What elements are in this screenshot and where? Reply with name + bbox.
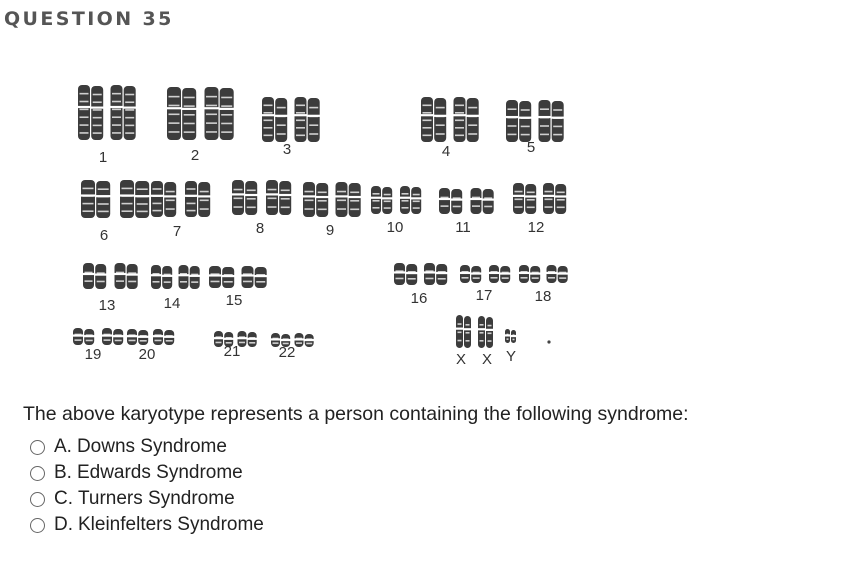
chromosome-17-b — [489, 265, 500, 283]
option-a-letter: A. — [54, 436, 72, 457]
chromosome-10-b — [400, 186, 411, 214]
chromosome-label-14: 14 — [163, 295, 181, 312]
chromosome-2-b — [204, 87, 219, 140]
chromosome-20-a — [127, 329, 138, 345]
chromosome-10-a2 — [382, 187, 393, 214]
chromosome-7-a2 — [164, 182, 177, 217]
option-d-text: Kleinfelters Syndrome — [78, 514, 264, 535]
option-c-letter: C. — [54, 488, 73, 509]
chromosome-20-a2 — [138, 330, 149, 345]
chromosome-8-a — [232, 180, 245, 215]
chromosome-1-b — [110, 85, 123, 140]
chromosome-1-b2 — [123, 86, 136, 140]
chromosome-21-a — [214, 331, 224, 347]
chromosome-17-a — [460, 265, 471, 283]
chromosome-2-a2 — [182, 88, 197, 140]
chromosome-y-b — [511, 330, 517, 343]
chromosome-label-11: 11 — [455, 219, 471, 236]
chromosome-18-b — [546, 265, 557, 283]
chromosome-4-b2 — [466, 98, 479, 142]
stray-mark — [547, 340, 550, 343]
chromosome-x2-b — [486, 317, 494, 348]
chromosome-9-b — [335, 182, 348, 217]
chromosome-label-5: 5 — [526, 139, 536, 156]
chromosome-label-17: 17 — [475, 287, 493, 304]
chromosome-x1-b — [464, 316, 472, 348]
chromosome-label-7: 7 — [172, 223, 182, 240]
chromosome-label-16: 16 — [410, 290, 428, 307]
chromosome-14-a2 — [162, 266, 173, 289]
question-header: QUESTION 35 — [4, 8, 174, 30]
chromosome-label-3: 3 — [282, 141, 292, 158]
chromosome-16-a2 — [406, 264, 418, 285]
chromosome-5-a — [506, 100, 519, 142]
option-b-letter: B. — [54, 462, 72, 483]
chromosome-label-22: 22 — [278, 344, 296, 361]
chromosome-12-b — [543, 183, 555, 214]
chromosome-15-b — [241, 266, 254, 288]
option-a-radio[interactable] — [30, 440, 45, 455]
chromosome-6-a2 — [96, 181, 111, 218]
chromosome-label-19: 19 — [84, 346, 102, 363]
option-a[interactable] — [30, 434, 264, 460]
chromosome-1-a2 — [91, 86, 104, 140]
option-a-text: Downs Syndrome — [76, 436, 227, 457]
chromosome-20-b — [153, 329, 164, 345]
chromosome-18-b2 — [557, 266, 568, 283]
chromosome-x1-a — [456, 315, 464, 348]
chromosome-4-a2 — [434, 98, 447, 142]
chromosome-label-20: 20 — [138, 346, 156, 363]
chromosome-5-a2 — [519, 101, 532, 142]
chromosome-4-a — [421, 97, 434, 142]
chromosome-16-b2 — [436, 264, 448, 285]
chromosome-group — [73, 85, 569, 348]
chromosome-1-a — [78, 85, 91, 140]
chromosome-9-a2 — [316, 183, 329, 217]
chromosome-label-y: Y — [505, 348, 517, 365]
chromosome-11-a2 — [451, 189, 463, 214]
chromosome-2-b2 — [219, 88, 234, 140]
option-c-radio[interactable] — [30, 492, 45, 507]
chromosome-14-b — [178, 265, 189, 289]
chromosome-15-a2 — [222, 267, 235, 288]
chromosome-13-a2 — [95, 264, 107, 289]
chromosome-15-b2 — [254, 267, 267, 288]
chromosome-9-a — [303, 182, 316, 217]
chromosome-5-b2 — [551, 101, 564, 142]
chromosome-label-x1: X — [455, 351, 467, 368]
chromosome-label-18: 18 — [534, 288, 552, 305]
option-b-radio[interactable] — [30, 466, 45, 481]
chromosome-17-a2 — [471, 266, 482, 283]
option-c-text: Turners Syndrome — [78, 488, 235, 509]
chromosome-22-b — [294, 333, 304, 347]
chromosome-10-a — [371, 186, 382, 214]
chromosome-18-a — [519, 265, 530, 283]
answer-options — [30, 434, 264, 538]
chromosome-8-a2 — [245, 181, 258, 215]
chromosome-14-a — [151, 265, 162, 289]
chromosome-label-12: 12 — [527, 219, 545, 236]
chromosome-12-a2 — [525, 184, 537, 214]
chromosome-17-b2 — [500, 266, 511, 283]
chromosome-3-a — [262, 97, 275, 142]
chromosome-22-b2 — [304, 334, 314, 347]
chromosome-3-b2 — [307, 98, 320, 142]
chromosome-14-b2 — [189, 266, 200, 289]
chromosome-7-a — [151, 181, 164, 217]
chromosome-19-b2 — [113, 329, 124, 345]
chromosome-19-a2 — [84, 329, 95, 345]
chromosome-2-a — [167, 87, 182, 140]
chromosome-label-13: 13 — [98, 297, 116, 314]
chromosome-19-b — [102, 328, 113, 345]
chromosome-5-b — [538, 100, 551, 142]
question-prompt: The above karyotype represents a person containing the following syndrome: — [23, 403, 689, 425]
chromosome-12-a — [513, 183, 525, 214]
chromosome-13-b2 — [126, 264, 138, 289]
chromosome-19-a — [73, 328, 84, 345]
chromosome-8-b — [266, 180, 279, 215]
chromosome-13-b — [114, 263, 126, 289]
chromosome-21-b2 — [247, 332, 257, 347]
option-d-radio[interactable] — [30, 518, 45, 533]
chromosome-13-a — [83, 263, 95, 289]
chromosome-6-b2 — [135, 181, 150, 218]
chromosome-label-15: 15 — [225, 292, 243, 309]
chromosome-7-b2 — [198, 182, 211, 217]
chromosome-label-8: 8 — [255, 220, 265, 237]
chromosome-8-b2 — [279, 181, 292, 215]
option-d-letter: D. — [54, 514, 73, 535]
chromosome-9-b2 — [348, 183, 361, 217]
chromosome-label-10: 10 — [386, 219, 404, 236]
chromosome-y-a — [505, 329, 511, 343]
chromosome-11-b2 — [482, 189, 494, 214]
chromosome-label-2: 2 — [190, 147, 200, 164]
chromosome-label-4: 4 — [441, 143, 451, 160]
chromosome-label-21: 21 — [223, 343, 241, 360]
chromosome-10-b2 — [411, 187, 422, 214]
option-b-text: Edwards Syndrome — [76, 462, 243, 483]
chromosome-20-b2 — [164, 330, 175, 345]
chromosome-12-b2 — [555, 184, 567, 214]
option-d[interactable] — [30, 512, 264, 538]
option-c[interactable] — [30, 486, 264, 512]
chromosome-7-b — [185, 181, 198, 217]
chromosome-3-b — [294, 97, 307, 142]
chromosome-label-9: 9 — [325, 222, 335, 239]
chromosome-16-b — [424, 263, 436, 285]
chromosome-label-x2: X — [481, 351, 493, 368]
chromosome-6-b — [120, 180, 135, 218]
chromosome-3-a2 — [275, 98, 288, 142]
chromosome-18-a2 — [530, 266, 541, 283]
chromosome-label-1: 1 — [98, 149, 108, 166]
chromosome-15-a — [209, 266, 222, 288]
chromosome-11-a — [439, 188, 451, 214]
option-b[interactable] — [30, 460, 264, 486]
chromosome-16-a — [394, 263, 406, 285]
chromosome-6-a — [81, 180, 96, 218]
chromosome-label-6: 6 — [99, 227, 109, 244]
chromosome-11-b — [470, 188, 482, 214]
chromosome-x2-a — [478, 316, 486, 348]
chromosome-4-b — [453, 97, 466, 142]
